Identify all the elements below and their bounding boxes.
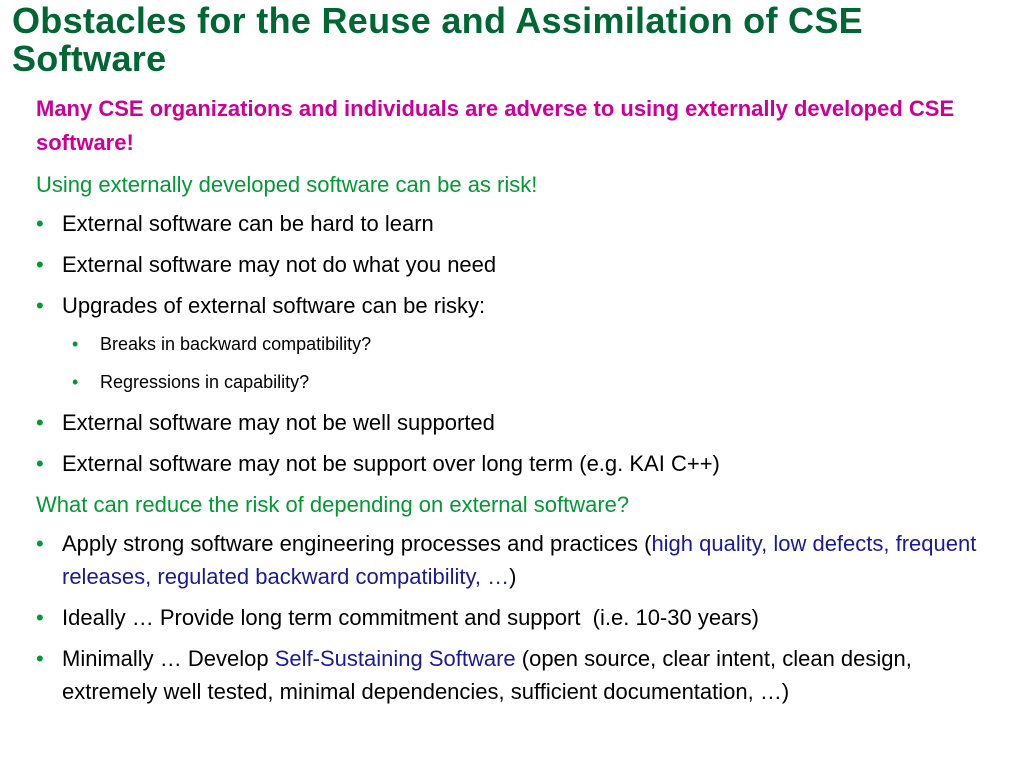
bullet-item [36,248,996,281]
sub-bullet-text: Regressions in capability? [100,372,310,392]
bullet-text [62,531,976,589]
bullet-icon: • [36,293,44,318]
sub-bullet-item [36,368,996,396]
bullet-text-part: Minimally … Develop [62,646,275,671]
bullet-icon: • [72,372,79,392]
bullet-item [36,601,996,634]
bullet-item [36,527,996,593]
bullet-text-part: (open source, clear intent, clean design, extremely well tested, minimal dependencies, sufficient documentation, …) [62,646,919,704]
bullet-icon: • [36,410,44,435]
lead-statement: Many CSE organizations and individuals are adverse to using externally developed CSE software! [36,96,955,155]
bullet-text: Upgrades of external software can be risky: [62,293,486,318]
bullet-icon: • [72,334,79,354]
sub-bullet-text: Breaks in backward compatibility? [100,334,372,354]
bullet-item [36,207,996,240]
bullet-icon: • [36,211,44,236]
bullet-text-part: Apply strong software engineering processes and practices ( [62,531,652,556]
bullet-text: External software can be hard to learn [62,211,434,236]
bullet-text: External software may not be support over long term (e.g. KAI C++) [62,451,720,476]
bullet-icon: • [36,605,44,630]
sub-bullet-item [36,330,996,358]
bullet-icon: • [36,531,44,556]
highlight-text: high quality, low defects, frequent releases, regulated backward compatibility, … [62,531,977,589]
bullet-item [36,642,996,708]
bullet-icon: • [36,451,44,476]
bullet-text: External software may not be well supported [62,410,495,435]
slide-body [36,92,996,716]
bullet-item [36,406,996,439]
slide-title: Obstacles for the Reuse and Assimilation of CSE Software [12,0,863,79]
bullet-text: Ideally … Provide long term commitment and support (i.e. 10-30 years) [62,605,759,630]
bullet-item [36,289,996,322]
highlight-text: Self-Sustaining Software [274,646,516,671]
section-heading-risk: Using externally developed software can be as risk! [36,172,538,197]
section-heading-reduce-risk: What can reduce the risk of depending on external software? [36,492,630,517]
bullet-icon: • [36,646,44,671]
bullet-item [36,447,996,480]
bullet-text: External software may not do what you need [62,252,497,277]
bullet-icon: • [36,252,44,277]
bullet-text-part: ) [509,564,517,589]
bullet-text [62,646,918,704]
